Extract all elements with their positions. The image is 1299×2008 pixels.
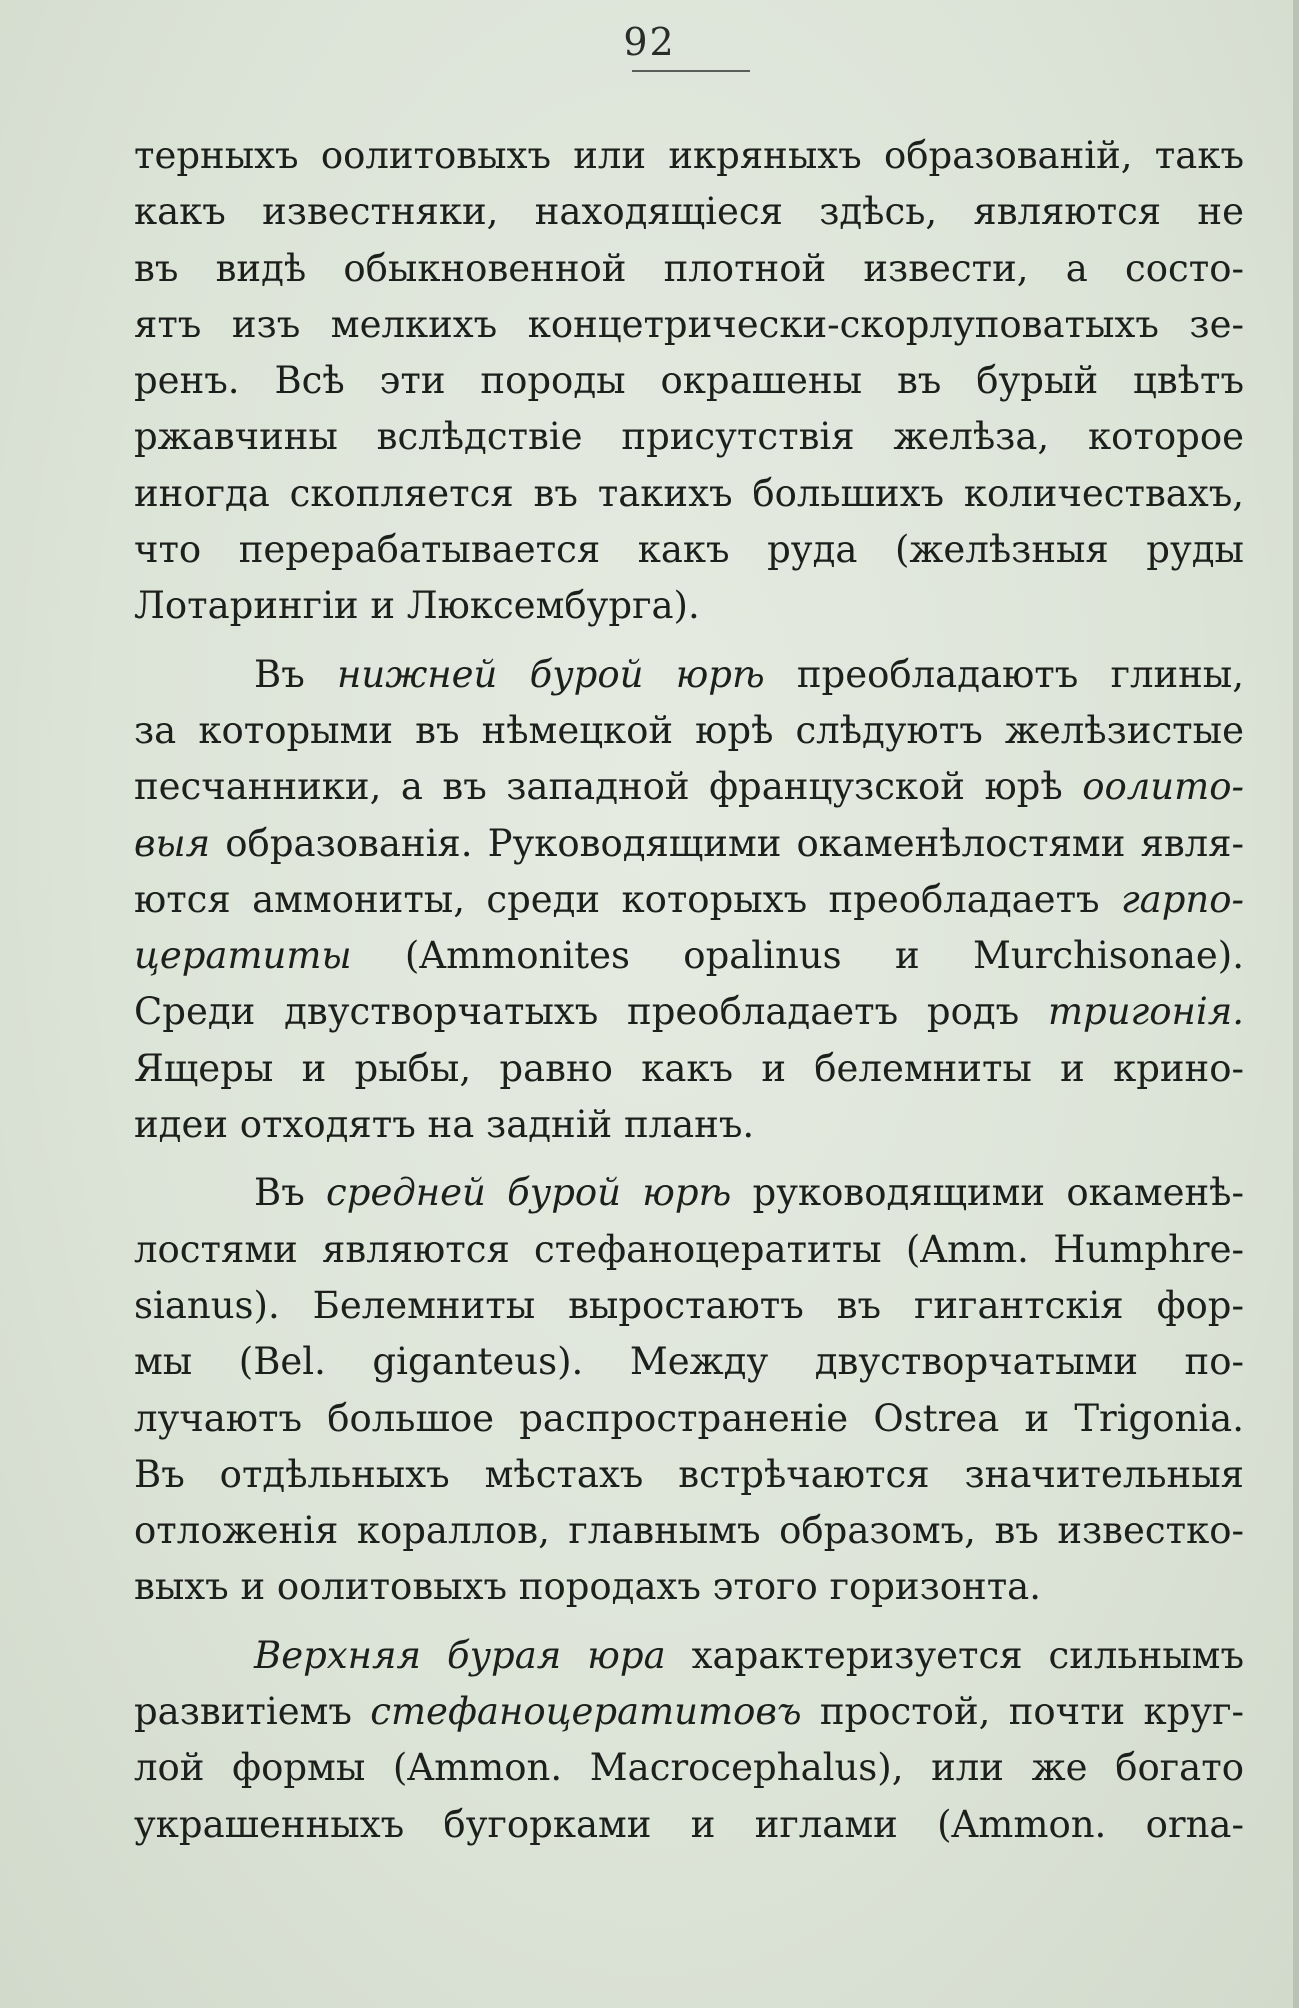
italic-term: стефаноцератитовъ [370,1690,802,1734]
text-line [134,1684,1244,1740]
page-number-rule [632,70,750,72]
text-line [134,1391,1244,1447]
text-line [134,928,1244,984]
italic-term: выя [134,821,211,865]
text-segment: образованія. Руководящими окаменѣлостями явля- [210,821,1244,865]
text-line [134,184,1244,240]
paragraph [134,1628,1244,1853]
text-segment: Въ отдѣльныхъ мѣстахъ встрѣчаются значительныя [134,1452,1244,1496]
text-segment: Среди двустворчатыхъ преобладаетъ родъ [134,990,1048,1034]
italic-term: Верхняя бурая юра [254,1633,666,1677]
text-segment: песчанники, а въ западной французской юрѣ [134,765,1083,809]
text-line [134,578,1244,634]
paragraph-gap [134,1616,1244,1628]
text-segment: характеризуется сильнымъ [665,1633,1244,1677]
text-segment: терныхъ оолитовыхъ или икряныхъ образованій, такъ [134,134,1244,177]
text-segment: Въ [254,652,337,696]
text-line [134,703,1244,759]
text-segment: Въ [254,1171,327,1215]
paragraph [134,128,1244,635]
body-text [134,128,1244,1853]
text-segment: что перерабатывается какъ руда (желѣзныя руды [134,528,1244,572]
text-segment: выхъ и оолитовыхъ породахъ этого горизонта. [134,1565,1041,1609]
text-line [134,353,1244,409]
text-line [134,409,1244,465]
italic-term: оолито- [1082,765,1244,809]
text-line [134,816,1244,872]
text-segment: ются аммониты, среди которыхъ преобладаетъ [134,877,1121,921]
text-segment: Ящеры и рыбы, равно какъ и белемниты и крино- [134,1046,1244,1090]
text-segment: иногда скопляется въ такихъ большихъ количествахъ, [134,471,1244,515]
text-segment: ржавчины вслѣдствіе присутствія желѣза, которое [134,415,1244,459]
text-segment: отложенія кораллов, главнымъ образомъ, въ известко- [134,1509,1244,1553]
text-segment: (Ammonites opalinus и Murchisonae). [351,934,1244,978]
paragraph-gap [134,1153,1244,1165]
text-segment: Лотарингіи и Люксембурга). [134,584,700,628]
text-line [134,1797,1244,1853]
text-segment: идеи отходятъ на задній планъ. [134,1103,755,1147]
text-segment: sianus). Белемниты выростаютъ въ гигантскія фор- [134,1283,1244,1327]
text-line [134,1334,1244,1390]
paragraph [134,1165,1244,1615]
text-segment: ренъ. Всѣ эти породы окрашены въ бурый цвѣтъ [134,359,1244,403]
text-segment: за которыми въ нѣмецкой юрѣ слѣдуютъ желѣзистые [134,708,1244,752]
text-segment: въ видѣ обыкновенной плотной извести, а состо- [134,246,1244,290]
text-line [134,759,1244,815]
text-line [134,1278,1244,1334]
text-line [134,1559,1244,1615]
text-segment: лостями являются стефаноцератиты (Amm. Humphre- [134,1227,1244,1271]
text-line [134,872,1244,928]
text-segment: украшенныхъ бугорками и иглами (Ammon. orna- [134,1802,1244,1846]
italic-term: средней бурой юрѣ [326,1171,732,1215]
text-segment: ятъ изъ мелкихъ концетрически-скорлуповатыхъ зе- [134,302,1244,346]
text-segment: преобладаютъ глины, [764,652,1244,696]
italic-term: тригонія. [1047,990,1244,1034]
text-line [134,297,1244,353]
text-segment: простой, почти круг- [801,1690,1244,1734]
text-segment: мы (Bel. giganteus). Между двустворчатыми по- [134,1340,1244,1384]
text-line [134,466,1244,522]
text-line [134,1503,1244,1559]
text-line [134,1740,1244,1796]
paragraph-gap [134,635,1244,647]
text-line [134,1041,1244,1097]
text-line [134,1165,1244,1221]
italic-term: гарпо- [1120,877,1244,921]
text-line [134,522,1244,578]
text-segment: лучаютъ большое распространеніе Ostrea и Trigonia. [134,1396,1244,1440]
text-segment: руководящими окаменѣ- [731,1171,1244,1215]
text-line [134,984,1244,1040]
text-line [134,1628,1244,1684]
page-number: 92 [623,20,676,64]
italic-term: цератиты [134,934,352,978]
text-line [134,1097,1244,1153]
text-line [134,647,1244,703]
text-line [134,128,1244,184]
text-line [134,1447,1244,1503]
text-segment: лой формы (Ammon. Macrocephalus), или же богато [134,1746,1244,1790]
text-segment: какъ известняки, находящіеся здѣсь, являются не [134,190,1244,234]
text-segment: развитіемъ [134,1690,371,1734]
italic-term: нижней бурой юрѣ [337,652,765,696]
text-line [134,241,1244,297]
page-edge [1293,0,1299,2008]
paragraph [134,647,1244,1154]
text-line [134,1222,1244,1278]
